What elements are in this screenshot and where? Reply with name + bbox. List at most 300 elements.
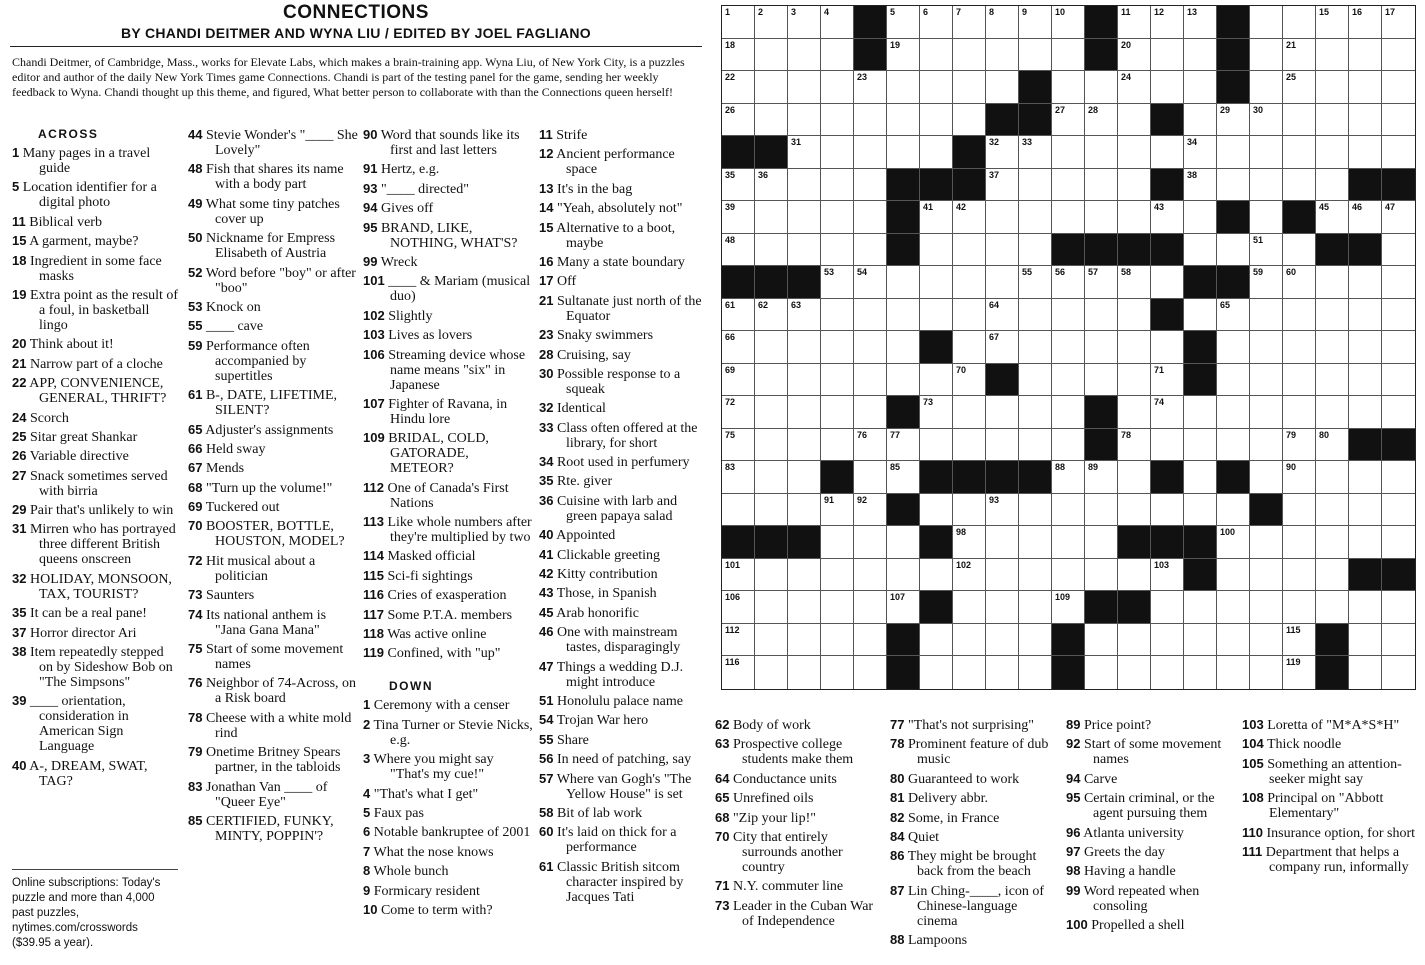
grid-cell[interactable] [722, 559, 755, 592]
clue-item[interactable] [363, 347, 535, 393]
grid-cell[interactable] [755, 559, 788, 592]
grid-cell[interactable] [1184, 494, 1217, 527]
clue-item[interactable] [12, 145, 180, 176]
grid-cell[interactable] [821, 201, 854, 234]
grid-cell[interactable] [953, 331, 986, 364]
grid-cell[interactable] [920, 656, 953, 689]
grid-cell[interactable] [1052, 396, 1085, 429]
clue-item[interactable] [715, 717, 885, 733]
grid-cell[interactable] [821, 624, 854, 657]
grid-cell[interactable] [788, 656, 821, 689]
grid-cell[interactable] [1151, 656, 1184, 689]
clue-item[interactable] [715, 898, 885, 929]
grid-cell[interactable] [1283, 461, 1316, 494]
clue-item[interactable] [188, 518, 358, 549]
grid-cell[interactable] [887, 331, 920, 364]
clue-item[interactable] [188, 553, 358, 584]
grid-cell[interactable] [920, 71, 953, 104]
grid-cell[interactable] [722, 624, 755, 657]
grid-cell[interactable] [1118, 559, 1151, 592]
clue-item[interactable] [1066, 790, 1236, 821]
clue-item[interactable] [363, 645, 535, 661]
clue-item[interactable] [715, 829, 885, 875]
grid-cell[interactable] [1283, 104, 1316, 137]
grid-cell[interactable] [1052, 169, 1085, 202]
clue-item[interactable] [539, 420, 709, 451]
grid-cell[interactable] [821, 656, 854, 689]
grid-cell[interactable] [722, 234, 755, 267]
grid-cell[interactable] [1052, 136, 1085, 169]
grid-cell[interactable] [821, 71, 854, 104]
clue-item[interactable] [539, 605, 709, 621]
grid-cell[interactable] [821, 299, 854, 332]
grid-cell[interactable] [755, 299, 788, 332]
clue-item[interactable] [363, 587, 535, 603]
clue-item[interactable] [539, 659, 709, 690]
grid-cell[interactable] [1382, 39, 1415, 72]
grid-cell[interactable] [1151, 624, 1184, 657]
grid-cell[interactable] [1316, 39, 1349, 72]
grid-cell[interactable] [920, 234, 953, 267]
grid-cell[interactable] [920, 104, 953, 137]
grid-cell[interactable] [722, 591, 755, 624]
grid-cell[interactable] [986, 136, 1019, 169]
clue-item[interactable] [890, 848, 1060, 879]
grid-cell[interactable] [953, 201, 986, 234]
grid-cell[interactable] [1382, 494, 1415, 527]
clue-item[interactable] [539, 771, 709, 802]
grid-cell[interactable] [1250, 591, 1283, 624]
grid-cell[interactable] [755, 624, 788, 657]
grid-cell[interactable] [1217, 624, 1250, 657]
grid-cell[interactable] [953, 559, 986, 592]
grid-cell[interactable] [1151, 39, 1184, 72]
grid-cell[interactable] [755, 71, 788, 104]
grid-cell[interactable] [1283, 299, 1316, 332]
grid-cell[interactable] [920, 6, 953, 39]
grid-cell[interactable] [1349, 6, 1382, 39]
grid-cell[interactable] [1151, 591, 1184, 624]
grid-cell[interactable] [920, 396, 953, 429]
clue-item[interactable] [12, 521, 180, 567]
grid-cell[interactable] [1316, 494, 1349, 527]
grid-cell[interactable] [854, 234, 887, 267]
grid-cell[interactable] [1217, 559, 1250, 592]
clue-item[interactable] [1066, 863, 1236, 879]
grid-cell[interactable] [1382, 6, 1415, 39]
grid-cell[interactable] [1382, 136, 1415, 169]
grid-cell[interactable] [1283, 396, 1316, 429]
clue-item[interactable] [715, 810, 885, 826]
grid-cell[interactable] [1184, 299, 1217, 332]
grid-cell[interactable] [887, 591, 920, 624]
clue-item[interactable] [363, 327, 535, 343]
grid-cell[interactable] [1382, 624, 1415, 657]
clue-item[interactable] [1066, 844, 1236, 860]
clue-item[interactable] [188, 641, 358, 672]
grid-cell[interactable] [1184, 429, 1217, 462]
clue-item[interactable] [363, 717, 535, 748]
grid-cell[interactable] [1118, 104, 1151, 137]
grid-cell[interactable] [1349, 331, 1382, 364]
grid-cell[interactable] [1019, 396, 1052, 429]
clue-item[interactable] [539, 254, 709, 270]
grid-cell[interactable] [755, 494, 788, 527]
grid-cell[interactable] [1019, 364, 1052, 397]
clue-item[interactable] [363, 181, 535, 197]
grid-cell[interactable] [986, 201, 1019, 234]
grid-cell[interactable] [788, 429, 821, 462]
clue-item[interactable] [12, 758, 180, 789]
grid-cell[interactable] [920, 494, 953, 527]
clue-item[interactable] [1066, 717, 1236, 733]
grid-cell[interactable] [1382, 299, 1415, 332]
grid-cell[interactable] [788, 71, 821, 104]
grid-cell[interactable] [1151, 6, 1184, 39]
grid-cell[interactable] [887, 299, 920, 332]
grid-cell[interactable] [1085, 624, 1118, 657]
grid-cell[interactable] [755, 6, 788, 39]
clue-item[interactable] [363, 902, 535, 918]
grid-cell[interactable] [986, 429, 1019, 462]
grid-cell[interactable] [1283, 364, 1316, 397]
grid-cell[interactable] [1250, 234, 1283, 267]
grid-cell[interactable] [854, 71, 887, 104]
grid-cell[interactable] [1217, 429, 1250, 462]
grid-cell[interactable] [920, 136, 953, 169]
grid-cell[interactable] [1019, 6, 1052, 39]
clue-item[interactable] [539, 624, 709, 655]
grid-cell[interactable] [1349, 526, 1382, 559]
grid-cell[interactable] [722, 169, 755, 202]
grid-cell[interactable] [1349, 494, 1382, 527]
grid-cell[interactable] [1184, 461, 1217, 494]
grid-cell[interactable] [1052, 331, 1085, 364]
grid-cell[interactable] [1184, 624, 1217, 657]
grid-cell[interactable] [854, 364, 887, 397]
grid-cell[interactable] [722, 331, 755, 364]
clue-item[interactable] [539, 127, 709, 143]
grid-cell[interactable] [887, 429, 920, 462]
grid-cell[interactable] [1085, 331, 1118, 364]
grid-cell[interactable] [1382, 331, 1415, 364]
grid-cell[interactable] [1349, 266, 1382, 299]
grid-cell[interactable] [722, 6, 755, 39]
grid-cell[interactable] [1118, 169, 1151, 202]
clue-item[interactable] [12, 214, 180, 230]
grid-cell[interactable] [1316, 591, 1349, 624]
grid-cell[interactable] [1283, 266, 1316, 299]
grid-cell[interactable] [1118, 201, 1151, 234]
grid-cell[interactable] [1085, 266, 1118, 299]
grid-cell[interactable] [854, 591, 887, 624]
grid-cell[interactable] [788, 6, 821, 39]
grid-cell[interactable] [722, 104, 755, 137]
grid-cell[interactable] [986, 6, 1019, 39]
clue-item[interactable] [539, 454, 709, 470]
grid-cell[interactable] [722, 656, 755, 689]
clue-item[interactable] [188, 480, 358, 496]
clue-item[interactable] [188, 127, 358, 158]
grid-cell[interactable] [1316, 201, 1349, 234]
clue-item[interactable] [539, 547, 709, 563]
grid-cell[interactable] [1019, 136, 1052, 169]
grid-cell[interactable] [1250, 136, 1283, 169]
clue-item[interactable] [1242, 756, 1420, 787]
grid-cell[interactable] [821, 169, 854, 202]
grid-cell[interactable] [821, 591, 854, 624]
grid-cell[interactable] [887, 136, 920, 169]
grid-cell[interactable] [1349, 104, 1382, 137]
clue-item[interactable] [363, 480, 535, 511]
grid-cell[interactable] [1250, 104, 1283, 137]
grid-cell[interactable] [1118, 364, 1151, 397]
clue-item[interactable] [539, 273, 709, 289]
grid-cell[interactable] [755, 591, 788, 624]
grid-cell[interactable] [1019, 299, 1052, 332]
grid-cell[interactable] [1283, 39, 1316, 72]
grid-cell[interactable] [1316, 331, 1349, 364]
grid-cell[interactable] [887, 39, 920, 72]
grid-cell[interactable] [920, 39, 953, 72]
grid-cell[interactable] [1382, 526, 1415, 559]
grid-cell[interactable] [986, 656, 1019, 689]
grid-cell[interactable] [722, 299, 755, 332]
grid-cell[interactable] [1349, 591, 1382, 624]
grid-cell[interactable] [953, 591, 986, 624]
grid-cell[interactable] [854, 429, 887, 462]
grid-cell[interactable] [854, 201, 887, 234]
grid-cell[interactable] [821, 494, 854, 527]
grid-cell[interactable] [755, 461, 788, 494]
grid-cell[interactable] [788, 136, 821, 169]
grid-cell[interactable] [1316, 364, 1349, 397]
grid-cell[interactable] [788, 364, 821, 397]
grid-cell[interactable] [788, 331, 821, 364]
clue-item[interactable] [12, 693, 180, 754]
clue-item[interactable] [890, 790, 1060, 806]
grid-cell[interactable] [1184, 396, 1217, 429]
grid-cell[interactable] [953, 364, 986, 397]
grid-cell[interactable] [1217, 591, 1250, 624]
grid-cell[interactable] [1283, 234, 1316, 267]
clue-item[interactable] [12, 287, 180, 333]
clue-item[interactable] [12, 448, 180, 464]
grid-cell[interactable] [1349, 71, 1382, 104]
grid-cell[interactable] [1349, 656, 1382, 689]
clue-item[interactable] [363, 514, 535, 545]
clue-item[interactable] [890, 829, 1060, 845]
clue-item[interactable] [539, 585, 709, 601]
grid-cell[interactable] [788, 39, 821, 72]
grid-cell[interactable] [755, 331, 788, 364]
grid-cell[interactable] [1217, 526, 1250, 559]
clue-item[interactable] [539, 200, 709, 216]
grid-cell[interactable] [1316, 169, 1349, 202]
clue-item[interactable] [188, 265, 358, 296]
clue-item[interactable] [539, 146, 709, 177]
grid-cell[interactable] [1019, 266, 1052, 299]
grid-cell[interactable] [722, 429, 755, 462]
clue-item[interactable] [1066, 883, 1236, 914]
grid-cell[interactable] [788, 624, 821, 657]
grid-cell[interactable] [1250, 201, 1283, 234]
grid-cell[interactable] [1184, 136, 1217, 169]
grid-cell[interactable] [854, 299, 887, 332]
grid-cell[interactable] [1019, 494, 1052, 527]
grid-cell[interactable] [953, 234, 986, 267]
clue-item[interactable] [363, 751, 535, 782]
clue-item[interactable] [363, 200, 535, 216]
grid-cell[interactable] [1085, 104, 1118, 137]
clue-item[interactable] [363, 863, 535, 879]
grid-cell[interactable] [1184, 591, 1217, 624]
clue-item[interactable] [890, 717, 1060, 733]
clue-item[interactable] [12, 233, 180, 249]
clue-item[interactable] [12, 644, 180, 690]
clue-item[interactable] [363, 805, 535, 821]
grid-cell[interactable] [920, 429, 953, 462]
grid-cell[interactable] [854, 169, 887, 202]
grid-cell[interactable] [1052, 461, 1085, 494]
grid-cell[interactable] [854, 656, 887, 689]
clue-item[interactable] [715, 878, 885, 894]
grid-cell[interactable] [1316, 559, 1349, 592]
grid-cell[interactable] [953, 6, 986, 39]
grid-cell[interactable] [986, 494, 1019, 527]
grid-cell[interactable] [1052, 266, 1085, 299]
clue-item[interactable] [715, 771, 885, 787]
clue-item[interactable] [12, 429, 180, 445]
grid-cell[interactable] [953, 396, 986, 429]
grid-cell[interactable] [1019, 39, 1052, 72]
grid-cell[interactable] [1118, 136, 1151, 169]
grid-cell[interactable] [788, 169, 821, 202]
grid-cell[interactable] [854, 396, 887, 429]
grid-cell[interactable] [920, 559, 953, 592]
grid-cell[interactable] [1217, 494, 1250, 527]
clue-item[interactable] [539, 347, 709, 363]
grid-cell[interactable] [821, 136, 854, 169]
grid-cell[interactable] [1349, 39, 1382, 72]
grid-cell[interactable] [1250, 429, 1283, 462]
clue-item[interactable] [890, 810, 1060, 826]
grid-cell[interactable] [1316, 136, 1349, 169]
grid-cell[interactable] [1316, 299, 1349, 332]
grid-cell[interactable] [920, 624, 953, 657]
clue-item[interactable] [188, 813, 358, 844]
grid-cell[interactable] [821, 6, 854, 39]
clue-item[interactable] [188, 338, 358, 384]
clue-item[interactable] [1066, 771, 1236, 787]
clue-item[interactable] [363, 568, 535, 584]
grid-cell[interactable] [821, 526, 854, 559]
grid-cell[interactable] [887, 559, 920, 592]
grid-cell[interactable] [755, 234, 788, 267]
grid-cell[interactable] [1118, 6, 1151, 39]
grid-cell[interactable] [1316, 104, 1349, 137]
grid-cell[interactable] [1283, 624, 1316, 657]
grid-cell[interactable] [755, 396, 788, 429]
grid-cell[interactable] [821, 364, 854, 397]
grid-cell[interactable] [986, 39, 1019, 72]
clue-item[interactable] [539, 693, 709, 709]
grid-cell[interactable] [1085, 299, 1118, 332]
grid-cell[interactable] [1052, 429, 1085, 462]
clue-item[interactable] [539, 824, 709, 855]
grid-cell[interactable] [1118, 624, 1151, 657]
grid-cell[interactable] [1316, 71, 1349, 104]
grid-cell[interactable] [1118, 396, 1151, 429]
grid-cell[interactable] [986, 526, 1019, 559]
grid-cell[interactable] [722, 461, 755, 494]
grid-cell[interactable] [1118, 39, 1151, 72]
grid-cell[interactable] [887, 71, 920, 104]
grid-cell[interactable] [1118, 494, 1151, 527]
grid-cell[interactable] [1118, 71, 1151, 104]
grid-cell[interactable] [1151, 396, 1184, 429]
grid-cell[interactable] [821, 396, 854, 429]
grid-cell[interactable] [854, 104, 887, 137]
grid-cell[interactable] [1151, 494, 1184, 527]
clue-item[interactable] [539, 293, 709, 324]
grid-cell[interactable] [1382, 71, 1415, 104]
grid-cell[interactable] [1184, 71, 1217, 104]
clue-item[interactable] [539, 327, 709, 343]
grid-cell[interactable] [887, 104, 920, 137]
grid-cell[interactable] [1019, 429, 1052, 462]
grid-cell[interactable] [1382, 266, 1415, 299]
grid-cell[interactable] [953, 429, 986, 462]
grid-cell[interactable] [1217, 136, 1250, 169]
grid-cell[interactable] [1217, 656, 1250, 689]
clue-item[interactable] [890, 883, 1060, 929]
grid-cell[interactable] [1250, 6, 1283, 39]
grid-cell[interactable] [1151, 331, 1184, 364]
grid-cell[interactable] [1019, 234, 1052, 267]
grid-cell[interactable] [1118, 429, 1151, 462]
grid-cell[interactable] [1184, 104, 1217, 137]
grid-cell[interactable] [1052, 591, 1085, 624]
grid-cell[interactable] [1349, 624, 1382, 657]
clue-item[interactable] [363, 883, 535, 899]
grid-cell[interactable] [722, 364, 755, 397]
grid-cell[interactable] [722, 201, 755, 234]
grid-cell[interactable] [1349, 201, 1382, 234]
clue-item[interactable] [188, 387, 358, 418]
grid-cell[interactable] [854, 624, 887, 657]
grid-cell[interactable] [1217, 169, 1250, 202]
grid-cell[interactable] [1085, 169, 1118, 202]
grid-cell[interactable] [1349, 396, 1382, 429]
grid-cell[interactable] [986, 624, 1019, 657]
clue-item[interactable] [363, 254, 535, 270]
clue-item[interactable] [539, 732, 709, 748]
grid-cell[interactable] [1283, 169, 1316, 202]
clue-item[interactable] [1242, 736, 1420, 752]
grid-cell[interactable] [1217, 299, 1250, 332]
grid-cell[interactable] [1052, 6, 1085, 39]
grid-cell[interactable] [1019, 591, 1052, 624]
clue-item[interactable] [363, 607, 535, 623]
grid-cell[interactable] [821, 429, 854, 462]
grid-cell[interactable] [986, 559, 1019, 592]
clue-item[interactable] [363, 127, 535, 158]
grid-cell[interactable] [788, 461, 821, 494]
grid-cell[interactable] [1052, 494, 1085, 527]
grid-cell[interactable] [788, 591, 821, 624]
clue-item[interactable] [1066, 825, 1236, 841]
